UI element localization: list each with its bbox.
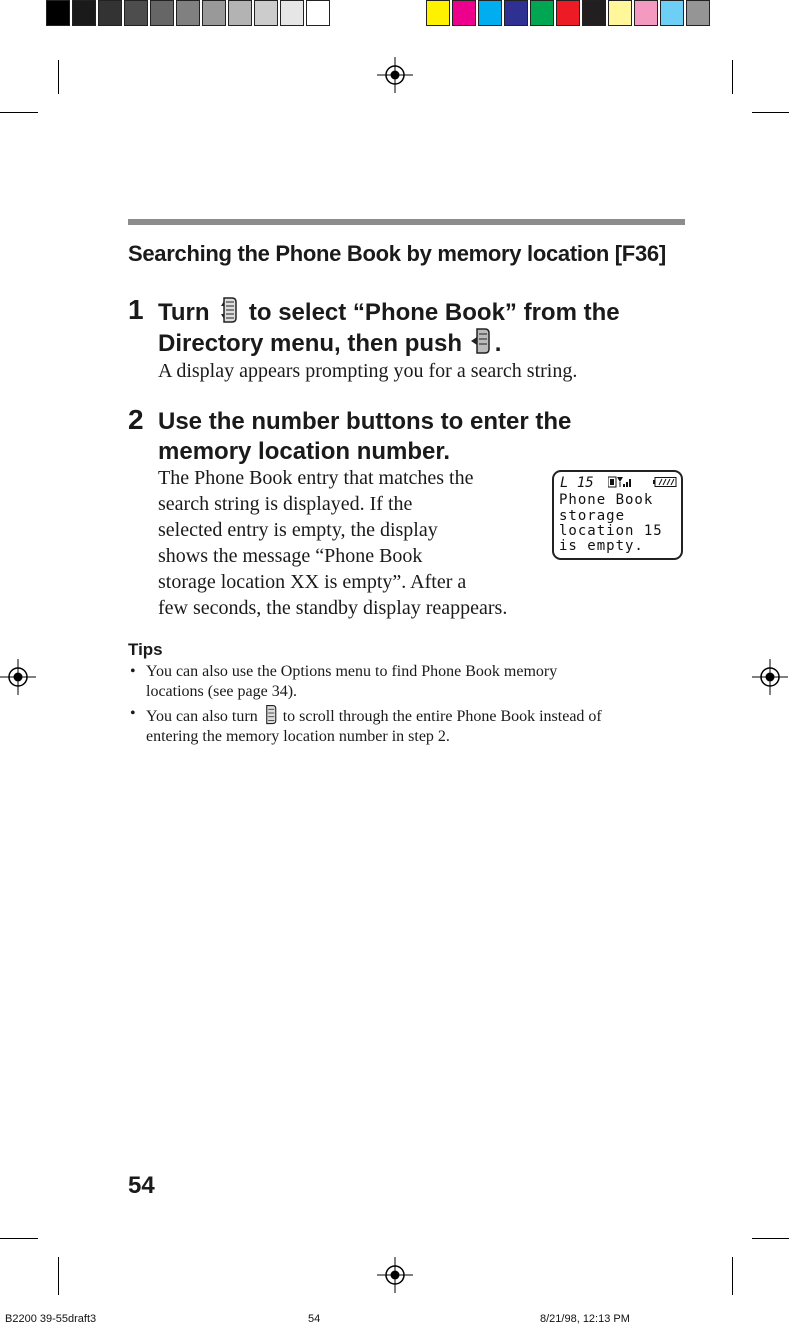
calibration-swatch bbox=[306, 0, 330, 26]
registration-mark-icon bbox=[752, 659, 788, 695]
calibration-swatch bbox=[452, 0, 476, 26]
tip-text: locations (see page 34). bbox=[146, 683, 298, 700]
calibration-swatch bbox=[660, 0, 684, 26]
body-line: search string is displayed. If the bbox=[158, 493, 413, 515]
body-line: few seconds, the standby display reappears. bbox=[158, 597, 508, 619]
page-number: 54 bbox=[128, 1172, 155, 1199]
body-line: shows the message “Phone Book bbox=[158, 545, 423, 567]
calibration-swatch bbox=[504, 0, 528, 26]
step-number: 1 bbox=[128, 294, 144, 325]
calibration-swatch bbox=[556, 0, 580, 26]
crop-mark bbox=[752, 112, 789, 113]
footer-left: B2200 39-55draft3 bbox=[5, 1313, 97, 1325]
footer-center: 54 bbox=[308, 1313, 321, 1325]
calibration-swatch bbox=[72, 0, 96, 26]
tip-item bbox=[130, 704, 690, 747]
crop-mark bbox=[732, 1257, 733, 1295]
calibration-swatch bbox=[608, 0, 632, 26]
calibration-swatch bbox=[426, 0, 450, 26]
crop-mark bbox=[58, 1257, 59, 1295]
section-rule bbox=[128, 219, 685, 225]
calibration-swatch bbox=[228, 0, 252, 26]
calibration-swatch bbox=[254, 0, 278, 26]
body-line: selected entry is empty, the display bbox=[158, 519, 438, 541]
section-title: Searching the Phone Book by memory location [F36] bbox=[128, 241, 666, 266]
tip-text: You can also use the Options menu to find Phone Book memory bbox=[146, 663, 558, 680]
color-calibration-bar bbox=[426, 0, 712, 29]
lcd-line: storage bbox=[559, 508, 626, 524]
body-line: The Phone Book entry that matches the bbox=[158, 467, 474, 489]
crop-mark bbox=[752, 1238, 789, 1239]
calibration-swatch bbox=[478, 0, 502, 26]
bullet: • bbox=[130, 663, 136, 680]
body-line: storage location XX is empty”. After a bbox=[158, 571, 467, 593]
calibration-swatch bbox=[582, 0, 606, 26]
calibration-swatch bbox=[530, 0, 554, 26]
crop-mark bbox=[732, 60, 733, 94]
calibration-swatch bbox=[686, 0, 710, 26]
step-heading-text: to select “Phone Book” from the bbox=[248, 299, 620, 326]
crop-mark bbox=[58, 60, 59, 94]
step-heading-text: Directory menu, then push bbox=[158, 330, 463, 357]
calibration-swatch bbox=[202, 0, 226, 26]
lcd-status-text: L 15 bbox=[560, 475, 594, 491]
lcd-line: is empty. bbox=[559, 538, 644, 554]
registration-mark-icon bbox=[377, 1257, 413, 1293]
registration-mark-icon bbox=[0, 659, 36, 695]
calibration-swatch bbox=[150, 0, 174, 26]
lcd-line: location 15 bbox=[559, 523, 663, 539]
step-heading: memory location number. bbox=[158, 438, 451, 465]
calibration-swatch bbox=[98, 0, 122, 26]
calibration-swatch bbox=[280, 0, 304, 26]
step-heading-text: Turn bbox=[158, 299, 210, 326]
crop-mark bbox=[0, 112, 38, 113]
step-number: 2 bbox=[128, 404, 144, 435]
tips-title: Tips bbox=[128, 640, 163, 659]
tip-text-part: to scroll through the entire Phone Book instead of bbox=[282, 708, 602, 725]
bullet: • bbox=[130, 705, 136, 722]
tip-text-part: You can also turn bbox=[146, 708, 258, 725]
tip-text: entering the memory location number in step 2. bbox=[146, 728, 450, 745]
step-heading: Use the number buttons to enter the bbox=[158, 408, 572, 435]
step-heading bbox=[158, 296, 620, 328]
battery-icon bbox=[653, 477, 677, 487]
step-heading-text: . bbox=[494, 330, 502, 357]
step-heading bbox=[158, 327, 501, 359]
tip-text bbox=[146, 704, 690, 727]
jog-dial-icon bbox=[262, 704, 279, 725]
jog-dial-push-icon bbox=[471, 327, 493, 355]
calibration-swatch bbox=[46, 0, 70, 26]
crop-mark bbox=[0, 1238, 38, 1239]
signal-strength-icon bbox=[608, 476, 634, 488]
registration-mark-icon bbox=[377, 57, 413, 93]
lcd-display bbox=[552, 470, 683, 560]
lcd-line: Phone Book bbox=[559, 492, 654, 508]
jog-dial-icon bbox=[218, 296, 240, 324]
calibration-swatch bbox=[124, 0, 148, 26]
step-body bbox=[158, 465, 507, 621]
calibration-swatch bbox=[634, 0, 658, 26]
grayscale-calibration-bar bbox=[46, 0, 332, 29]
footer-right: 8/21/98, 12:13 PM bbox=[540, 1313, 630, 1325]
calibration-swatch bbox=[176, 0, 200, 26]
step-body: A display appears prompting you for a search string. bbox=[158, 360, 578, 382]
tip-item bbox=[130, 662, 690, 702]
